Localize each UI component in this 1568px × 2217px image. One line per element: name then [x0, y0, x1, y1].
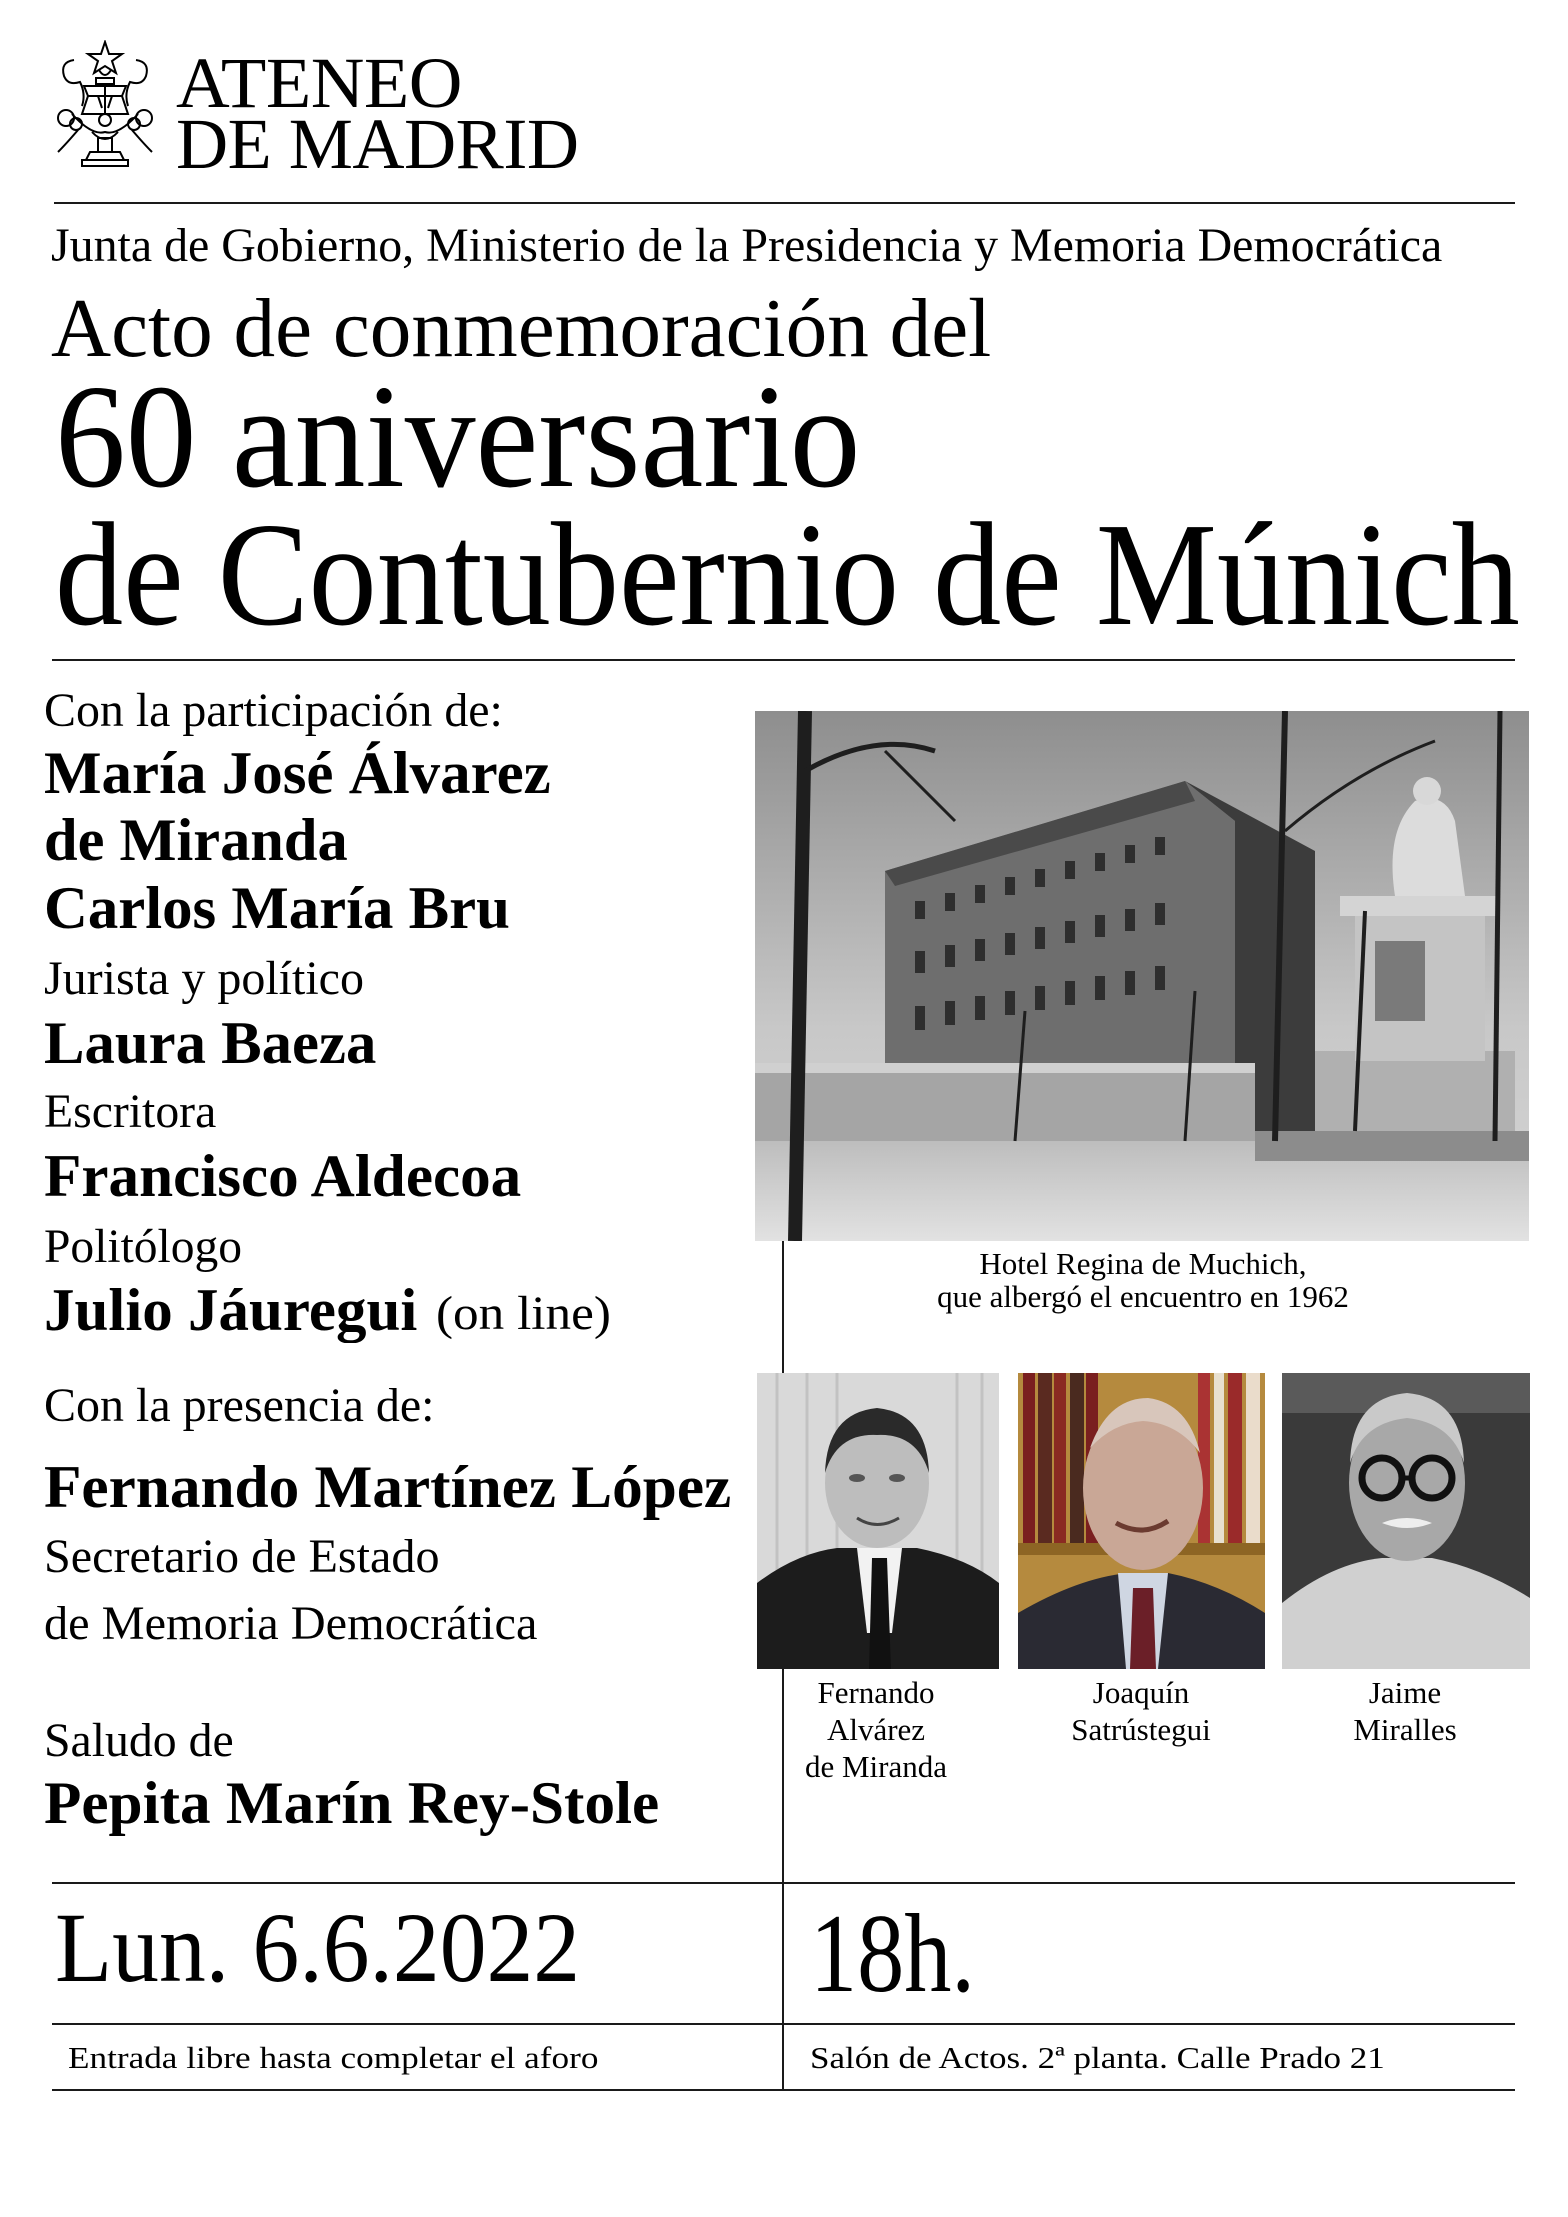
organizers-line [51, 219, 1445, 272]
participant-name [44, 740, 551, 806]
participant-role [44, 952, 364, 1005]
presence-name-text: Fernando Martínez López [44, 1454, 732, 1520]
portrait-1-caption-text-3: de Miranda [804, 1749, 948, 1784]
portrait-2-caption-2 [1041, 1714, 1241, 1745]
divider-footer-middle [52, 2023, 1515, 2025]
portrait-2-caption-text-1: Joaquín [1092, 1675, 1190, 1710]
presence-role-2 [44, 1597, 538, 1650]
participants-heading [44, 684, 504, 737]
portrait-3-caption-2 [1305, 1714, 1505, 1745]
participant-1-name-line-2: de Miranda [44, 807, 348, 873]
main-photo-caption-text-1: Hotel Regina de Muchich, [979, 1246, 1307, 1281]
title-line-1 [55, 355, 897, 519]
participant-name [44, 807, 348, 873]
participant-1-name-line-1: María José Álvarez [44, 740, 551, 806]
presence-heading [44, 1379, 435, 1432]
main-photo-caption-text-2: que albergó el encuentro en 1962 [937, 1279, 1349, 1314]
ateneo-emblem-icon [52, 40, 158, 168]
portrait-1-caption-text-1: Fernando [817, 1675, 935, 1710]
presence-heading-text: Con la presencia de: [44, 1379, 435, 1432]
portrait-jaime-miralles [1282, 1373, 1530, 1669]
title-text-2: de Contubernio de Múnich [55, 493, 1520, 657]
participant-4-role: Politólogo [44, 1220, 243, 1273]
portrait-3-caption-text-2: Miralles [1353, 1712, 1457, 1747]
divider-footer-top [52, 1882, 1515, 1884]
event-time [810, 1892, 1006, 2016]
logo-ateneo-text: ATENEO [176, 43, 462, 123]
title-line-2 [55, 493, 1568, 657]
event-date-text: Lun. 6.6.2022 [55, 1892, 581, 2003]
greeting-name-text: Pepita Marín Rey-Stole [44, 1770, 660, 1836]
event-date [55, 1892, 616, 2003]
hotel-regina-photo [755, 711, 1529, 1241]
participant-name [44, 875, 510, 941]
participant-role [44, 1085, 217, 1138]
admission-note-text: Entrada libre hasta completar el aforo [68, 2040, 599, 2075]
venue-address-text: Salón de Actos. 2ª planta. Calle Prado 21 [810, 2040, 1385, 2075]
participant-name [44, 1010, 377, 1076]
portrait-2-caption-1 [1041, 1677, 1241, 1708]
portrait-3-caption-1 [1305, 1677, 1505, 1708]
presence-role-text-2: de Memoria Democrática [44, 1597, 538, 1650]
presence-role-text-1: Secretario de Estado [44, 1530, 440, 1583]
main-photo-caption-2 [893, 1281, 1393, 1312]
participant-5-name: Julio Jáuregui [44, 1277, 418, 1343]
title-text-1: 60 aniversario [55, 355, 861, 519]
intro-text: Acto de conmemoración del [51, 282, 992, 375]
participant-role [44, 1220, 244, 1273]
greeting-name [44, 1770, 660, 1836]
participant-3-role: Escritora [44, 1085, 217, 1138]
logo-de-madrid-text: DE MADRID [176, 104, 579, 184]
greeting-heading [44, 1714, 235, 1767]
participant-2-name: Carlos María Bru [44, 875, 510, 941]
admission-note [68, 2040, 599, 2075]
portrait-1-caption-3 [776, 1751, 976, 1782]
presence-role-1 [44, 1530, 440, 1583]
event-time-text: 18h. [810, 1892, 975, 2016]
portrait-fernando-alvarez-de-miranda [757, 1373, 999, 1669]
participants-heading-text: Con la participación de: [44, 684, 503, 737]
participant-5-note: (on line) [436, 1287, 611, 1340]
portrait-1-caption-text-2: Alvárez [826, 1712, 926, 1747]
participant-3-name: Laura Baeza [44, 1010, 377, 1076]
portrait-joaquin-satrustegui [1018, 1373, 1265, 1669]
greeting-heading-text: Saludo de [44, 1714, 234, 1767]
divider-title [52, 659, 1515, 661]
venue-address [810, 2040, 1385, 2075]
participant-note [436, 1287, 611, 1340]
portrait-3-caption-text-1: Jaime [1368, 1675, 1442, 1710]
logo-line-2 [176, 104, 579, 184]
divider-top [54, 202, 1515, 204]
divider-footer-bottom [52, 2089, 1515, 2091]
main-photo-caption-1 [943, 1248, 1343, 1279]
presence-name [44, 1454, 732, 1520]
portrait-2-caption-text-2: Satrústegui [1071, 1712, 1211, 1747]
participant-name [44, 1277, 418, 1343]
portrait-1-caption-2 [776, 1714, 976, 1745]
organizers-text: Junta de Gobierno, Ministerio de la Presidencia y Memoria Democrática [51, 219, 1443, 272]
portrait-1-caption-1 [776, 1677, 976, 1708]
participant-4-name: Francisco Aldecoa [44, 1143, 522, 1209]
participant-2-role: Jurista y político [44, 952, 364, 1005]
participant-name [44, 1143, 522, 1209]
